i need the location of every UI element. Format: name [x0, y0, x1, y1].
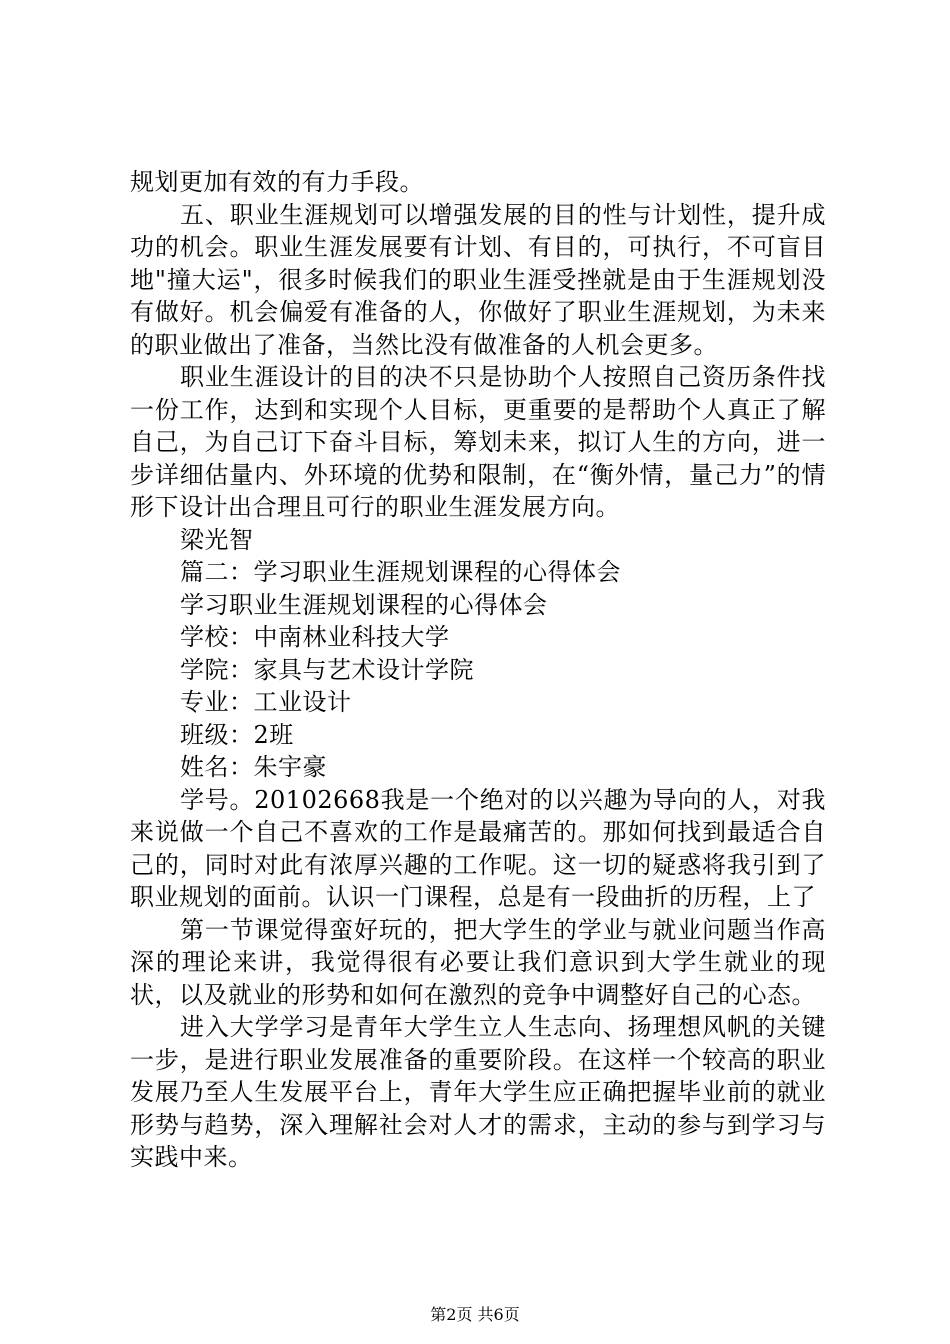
paragraph-career-design-purpose: 职业生涯设计的目的决不只是协助个人按照自己资历条件找一份工作，达到和实现个人目标，更重要的是帮助个人真正了解自己，为自己订下奋斗目标，筹划未来，拟订人生的方向，进一步详细估量内、外环境的优势和限制，在“衡外情，量己力”的情形下设计出合理且可行的职业生涯发展方向。 [130, 363, 826, 521]
page-footer: 第2页 共6页 [430, 1305, 520, 1324]
section-heading: 篇二：学习职业生涯规划课程的心得体会 [180, 558, 621, 586]
paragraph-continuation: 规划更加有效的有力手段。 [130, 168, 424, 196]
paragraph-university-study: 进入大学学习是青年大学生立人生志向、扬理想风帆的关键一步，是进行职业发展准备的重要阶段。在这样一个较高的职业发展乃至人生发展平台上，青年大学生应正确把握毕业前的就业形势与趋势，深入理解社会对人才的需求，主动的参与到学习与实践中来。 [130, 1013, 826, 1171]
info-college: 学院：家具与艺术设计学院 [180, 655, 474, 684]
paragraph-point-five: 五、职业生涯规划可以增强发展的目的性与计划性，提升成功的机会。职业生涯发展要有计划、有目的，可执行，不可盲目地"撞大运"，很多时候我们的职业生涯受挫就是由于生涯规划没有做好。机会偏爱有准备的人，你做好了职业生涯规划，为未来的职业做出了准备，当然比没有做准备的人机会更多。 [130, 200, 826, 359]
paragraph-first-class: 第一节课觉得蛮好玩的，把大学生的学业与就业问题当作高深的理论来讲，我觉得很有必要让我们意识到大学生就业的现状，以及就业的形势和如何在激烈的竞争中调整好自己的心态。 [130, 915, 826, 1009]
info-major: 专业：工业设计 [180, 688, 352, 716]
info-class: 班级：2班 [180, 720, 294, 749]
info-school: 学校：中南林业科技大学 [180, 623, 450, 651]
document-body [130, 166, 826, 1174]
essay-title: 学习职业生涯规划课程的心得体会 [180, 590, 548, 619]
author-name: 梁光智 [180, 525, 254, 554]
info-name: 姓名：朱宇豪 [180, 753, 327, 781]
paragraph-student-id-intro: 学号。20102668我是一个绝对的以兴趣为导向的人，对我来说做一个自己不喜欢的工作是最痛苦的。那如何找到最适合自己的，同时对此有浓厚兴趣的工作呢。这一切的疑惑将我引到了职业规划的面前。认识一门课程，总是有一段曲折的历程，上了 [130, 785, 826, 911]
